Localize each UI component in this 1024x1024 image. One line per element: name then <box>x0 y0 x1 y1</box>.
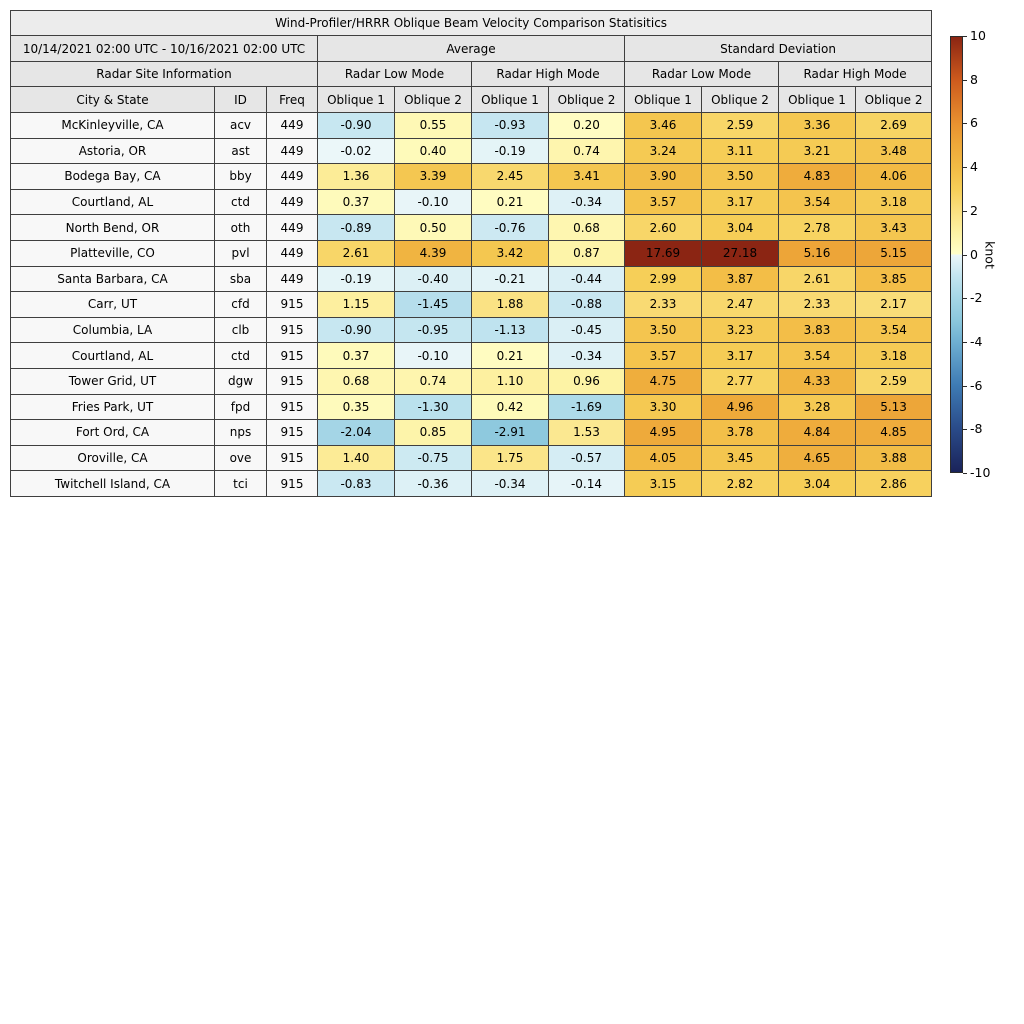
avg-low-mode-header: Radar Low Mode <box>318 62 472 87</box>
cell-value: 3.28 <box>779 394 856 420</box>
colorbar-tick-label: 6 <box>970 115 978 131</box>
cell-value: 3.78 <box>702 420 779 446</box>
colorbar-tickmark <box>963 123 967 124</box>
column-header-row <box>11 87 932 113</box>
table-row <box>11 266 932 292</box>
cell-value: -0.45 <box>549 317 625 343</box>
table-row <box>11 164 932 190</box>
table-row <box>11 189 932 215</box>
cell-freq: 915 <box>267 445 318 471</box>
cell-value: 3.85 <box>856 266 932 292</box>
cell-value: -0.75 <box>395 445 472 471</box>
cell-value: 0.68 <box>318 368 395 394</box>
cell-value: 2.45 <box>472 164 549 190</box>
cell-value: -0.83 <box>318 471 395 497</box>
table-row <box>11 317 932 343</box>
cell-id: ove <box>215 445 267 471</box>
cell-value: 3.23 <box>702 317 779 343</box>
cell-value: -0.02 <box>318 138 395 164</box>
cell-value: -0.95 <box>395 317 472 343</box>
cell-freq: 915 <box>267 394 318 420</box>
cell-freq: 915 <box>267 420 318 446</box>
cell-value: 0.37 <box>318 189 395 215</box>
cell-city: Platteville, CO <box>11 240 215 266</box>
cell-value: -0.21 <box>472 266 549 292</box>
cell-value: -2.04 <box>318 420 395 446</box>
table-row <box>11 215 932 241</box>
cell-freq: 915 <box>267 343 318 369</box>
cell-value: 4.75 <box>625 368 702 394</box>
cell-freq: 449 <box>267 215 318 241</box>
cell-value: 5.16 <box>779 240 856 266</box>
cell-value: 3.50 <box>625 317 702 343</box>
cell-value: -0.34 <box>472 471 549 497</box>
cell-id: fpd <box>215 394 267 420</box>
cell-value: 2.33 <box>779 292 856 318</box>
cell-value: 3.48 <box>856 138 932 164</box>
cell-value: 3.11 <box>702 138 779 164</box>
cell-value: 5.13 <box>856 394 932 420</box>
colorbar-tickmark <box>963 473 967 474</box>
table-row <box>11 138 932 164</box>
cell-id: nps <box>215 420 267 446</box>
cell-value: 3.18 <box>856 189 932 215</box>
cell-city: Oroville, CA <box>11 445 215 471</box>
cell-value: 3.39 <box>395 164 472 190</box>
cell-city: Courtland, AL <box>11 343 215 369</box>
cell-value: 0.85 <box>395 420 472 446</box>
cell-value: 1.36 <box>318 164 395 190</box>
cell-value: 4.06 <box>856 164 932 190</box>
cell-value: 3.36 <box>779 113 856 139</box>
cell-value: 0.74 <box>395 368 472 394</box>
col-oblique1: Oblique 1 <box>779 87 856 113</box>
cell-freq: 449 <box>267 240 318 266</box>
cell-city: Courtland, AL <box>11 189 215 215</box>
col-oblique2: Oblique 2 <box>702 87 779 113</box>
colorbar-tickmark <box>963 386 967 387</box>
cell-city: Carr, UT <box>11 292 215 318</box>
cell-id: sba <box>215 266 267 292</box>
table-row <box>11 368 932 394</box>
cell-value: -0.40 <box>395 266 472 292</box>
group-standard-deviation: Standard Deviation <box>625 36 932 62</box>
cell-value: -0.93 <box>472 113 549 139</box>
colorbar-tickmark <box>963 167 967 168</box>
site-info-header: Radar Site Information <box>11 62 318 87</box>
cell-value: 4.84 <box>779 420 856 446</box>
cell-value: -0.34 <box>549 343 625 369</box>
cell-value: 2.69 <box>856 113 932 139</box>
cell-value: 4.83 <box>779 164 856 190</box>
cell-value: 17.69 <box>625 240 702 266</box>
cell-value: 0.68 <box>549 215 625 241</box>
col-id: ID <box>215 87 267 113</box>
cell-city: McKinleyville, CA <box>11 113 215 139</box>
colorbar-tick-label: -2 <box>970 290 983 306</box>
colorbar-tick-label: -8 <box>970 421 983 437</box>
cell-freq: 449 <box>267 138 318 164</box>
colorbar-tick-label: 0 <box>970 246 978 262</box>
cell-freq: 915 <box>267 368 318 394</box>
cell-id: bby <box>215 164 267 190</box>
cell-city: Astoria, OR <box>11 138 215 164</box>
cell-value: -0.14 <box>549 471 625 497</box>
cell-value: 4.05 <box>625 445 702 471</box>
cell-value: -1.45 <box>395 292 472 318</box>
table-row <box>11 343 932 369</box>
cell-value: 1.75 <box>472 445 549 471</box>
cell-value: 3.90 <box>625 164 702 190</box>
cell-value: 0.42 <box>472 394 549 420</box>
cell-value: 3.04 <box>702 215 779 241</box>
cell-value: 2.77 <box>702 368 779 394</box>
table-row <box>11 471 932 497</box>
colorbar-tickmark <box>963 36 967 37</box>
cell-value: 3.46 <box>625 113 702 139</box>
cell-value: 2.78 <box>779 215 856 241</box>
cell-freq: 449 <box>267 164 318 190</box>
cell-id: ast <box>215 138 267 164</box>
cell-city: Fort Ord, CA <box>11 420 215 446</box>
colorbar-tick-label: 4 <box>970 159 978 175</box>
cell-value: 2.61 <box>318 240 395 266</box>
cell-city: Fries Park, UT <box>11 394 215 420</box>
cell-city: Twitchell Island, CA <box>11 471 215 497</box>
cell-value: 0.74 <box>549 138 625 164</box>
cell-value: -0.89 <box>318 215 395 241</box>
cell-city: Bodega Bay, CA <box>11 164 215 190</box>
cell-value: -0.90 <box>318 317 395 343</box>
colorbar-tick-label: 8 <box>970 71 978 87</box>
cell-value: 4.39 <box>395 240 472 266</box>
cell-value: 4.96 <box>702 394 779 420</box>
cell-value: 3.42 <box>472 240 549 266</box>
cell-value: 4.85 <box>856 420 932 446</box>
table-title: Wind-Profiler/HRRR Oblique Beam Velocity Comparison Statisitics <box>11 11 932 36</box>
cell-value: -0.76 <box>472 215 549 241</box>
cell-value: -0.90 <box>318 113 395 139</box>
cell-value: 2.47 <box>702 292 779 318</box>
table-row <box>11 113 932 139</box>
cell-value: 0.96 <box>549 368 625 394</box>
date-range: 10/14/2021 02:00 UTC - 10/16/2021 02:00 UTC <box>11 36 318 62</box>
cell-value: -0.19 <box>318 266 395 292</box>
cell-value: 5.15 <box>856 240 932 266</box>
cell-value: 1.53 <box>549 420 625 446</box>
cell-value: -0.36 <box>395 471 472 497</box>
cell-value: 3.18 <box>856 343 932 369</box>
avg-high-mode-header: Radar High Mode <box>472 62 625 87</box>
cell-value: 1.88 <box>472 292 549 318</box>
cell-value: 3.87 <box>702 266 779 292</box>
cell-id: oth <box>215 215 267 241</box>
cell-value: 0.35 <box>318 394 395 420</box>
cell-value: 3.83 <box>779 317 856 343</box>
col-oblique2: Oblique 2 <box>395 87 472 113</box>
cell-value: 3.17 <box>702 343 779 369</box>
cell-value: 3.50 <box>702 164 779 190</box>
cell-id: clb <box>215 317 267 343</box>
cell-value: 2.86 <box>856 471 932 497</box>
cell-value: -1.69 <box>549 394 625 420</box>
cell-value: -0.44 <box>549 266 625 292</box>
table-row <box>11 394 932 420</box>
cell-value: 3.21 <box>779 138 856 164</box>
cell-value: 0.20 <box>549 113 625 139</box>
cell-freq: 915 <box>267 471 318 497</box>
cell-value: -0.57 <box>549 445 625 471</box>
cell-value: 3.88 <box>856 445 932 471</box>
cell-value: 0.40 <box>395 138 472 164</box>
cell-value: 3.04 <box>779 471 856 497</box>
cell-value: 0.55 <box>395 113 472 139</box>
colorbar-tick-label: -4 <box>970 333 983 349</box>
cell-value: 2.33 <box>625 292 702 318</box>
col-freq: Freq <box>267 87 318 113</box>
cell-id: dgw <box>215 368 267 394</box>
cell-value: 3.57 <box>625 189 702 215</box>
cell-value: 2.61 <box>779 266 856 292</box>
colorbar-tick-label: 2 <box>970 202 978 218</box>
cell-value: -0.34 <box>549 189 625 215</box>
cell-value: 3.17 <box>702 189 779 215</box>
cell-value: 0.21 <box>472 343 549 369</box>
cell-value: 4.65 <box>779 445 856 471</box>
cell-id: acv <box>215 113 267 139</box>
cell-freq: 449 <box>267 113 318 139</box>
cell-value: -1.13 <box>472 317 549 343</box>
col-oblique1: Oblique 1 <box>318 87 395 113</box>
cell-id: ctd <box>215 343 267 369</box>
cell-value: -0.88 <box>549 292 625 318</box>
cell-freq: 915 <box>267 292 318 318</box>
cell-value: 3.45 <box>702 445 779 471</box>
cell-value: 4.95 <box>625 420 702 446</box>
cell-city: Columbia, LA <box>11 317 215 343</box>
colorbar-tickmark <box>963 211 967 212</box>
group-average: Average <box>318 36 625 62</box>
cell-value: 4.33 <box>779 368 856 394</box>
colorbar-gradient <box>950 36 963 473</box>
cell-freq: 915 <box>267 317 318 343</box>
colorbar <box>950 28 1024 480</box>
colorbar-tick-label: 10 <box>970 28 986 43</box>
cell-value: 2.17 <box>856 292 932 318</box>
cell-value: 3.57 <box>625 343 702 369</box>
table-row <box>11 292 932 318</box>
mode-header-row <box>11 62 932 87</box>
col-oblique2: Oblique 2 <box>856 87 932 113</box>
cell-value: -0.19 <box>472 138 549 164</box>
table-row <box>11 420 932 446</box>
cell-value: -0.10 <box>395 189 472 215</box>
cell-value: 0.21 <box>472 189 549 215</box>
title-row <box>11 11 932 36</box>
cell-value: 3.54 <box>856 317 932 343</box>
cell-value: 2.59 <box>702 113 779 139</box>
col-oblique1: Oblique 1 <box>625 87 702 113</box>
cell-id: ctd <box>215 189 267 215</box>
cell-value: 0.87 <box>549 240 625 266</box>
std-high-mode-header: Radar High Mode <box>779 62 932 87</box>
cell-id: pvl <box>215 240 267 266</box>
col-city-state: City & State <box>11 87 215 113</box>
colorbar-tickmark <box>963 255 967 256</box>
cell-value: 1.40 <box>318 445 395 471</box>
cell-value: -0.10 <box>395 343 472 369</box>
cell-value: 1.15 <box>318 292 395 318</box>
table-row <box>11 445 932 471</box>
col-oblique2: Oblique 2 <box>549 87 625 113</box>
colorbar-tickmark <box>963 342 967 343</box>
colorbar-tickmark <box>963 80 967 81</box>
cell-value: 3.54 <box>779 343 856 369</box>
cell-value: 3.30 <box>625 394 702 420</box>
cell-value: 3.43 <box>856 215 932 241</box>
cell-value: 0.50 <box>395 215 472 241</box>
cell-value: 0.37 <box>318 343 395 369</box>
cell-value: 3.54 <box>779 189 856 215</box>
cell-value: 2.99 <box>625 266 702 292</box>
cell-value: 3.15 <box>625 471 702 497</box>
std-low-mode-header: Radar Low Mode <box>625 62 779 87</box>
cell-value: 2.82 <box>702 471 779 497</box>
cell-city: Santa Barbara, CA <box>11 266 215 292</box>
colorbar-tickmark <box>963 298 967 299</box>
colorbar-tick-label: -6 <box>970 377 983 393</box>
col-oblique1: Oblique 1 <box>472 87 549 113</box>
cell-id: tci <box>215 471 267 497</box>
cell-city: Tower Grid, UT <box>11 368 215 394</box>
table-row <box>11 240 932 266</box>
colorbar-unit-label: knot <box>982 240 998 269</box>
cell-city: North Bend, OR <box>11 215 215 241</box>
cell-freq: 449 <box>267 189 318 215</box>
stats-table <box>10 10 932 497</box>
cell-id: cfd <box>215 292 267 318</box>
cell-value: -2.91 <box>472 420 549 446</box>
cell-value: 2.60 <box>625 215 702 241</box>
colorbar-tickmark <box>963 429 967 430</box>
colorbar-tick-label: -10 <box>970 465 991 480</box>
cell-value: 27.18 <box>702 240 779 266</box>
cell-freq: 449 <box>267 266 318 292</box>
cell-value: 2.59 <box>856 368 932 394</box>
cell-value: 3.24 <box>625 138 702 164</box>
cell-value: 1.10 <box>472 368 549 394</box>
group-header-row <box>11 36 932 62</box>
cell-value: 3.41 <box>549 164 625 190</box>
cell-value: -1.30 <box>395 394 472 420</box>
table-body <box>11 113 932 497</box>
